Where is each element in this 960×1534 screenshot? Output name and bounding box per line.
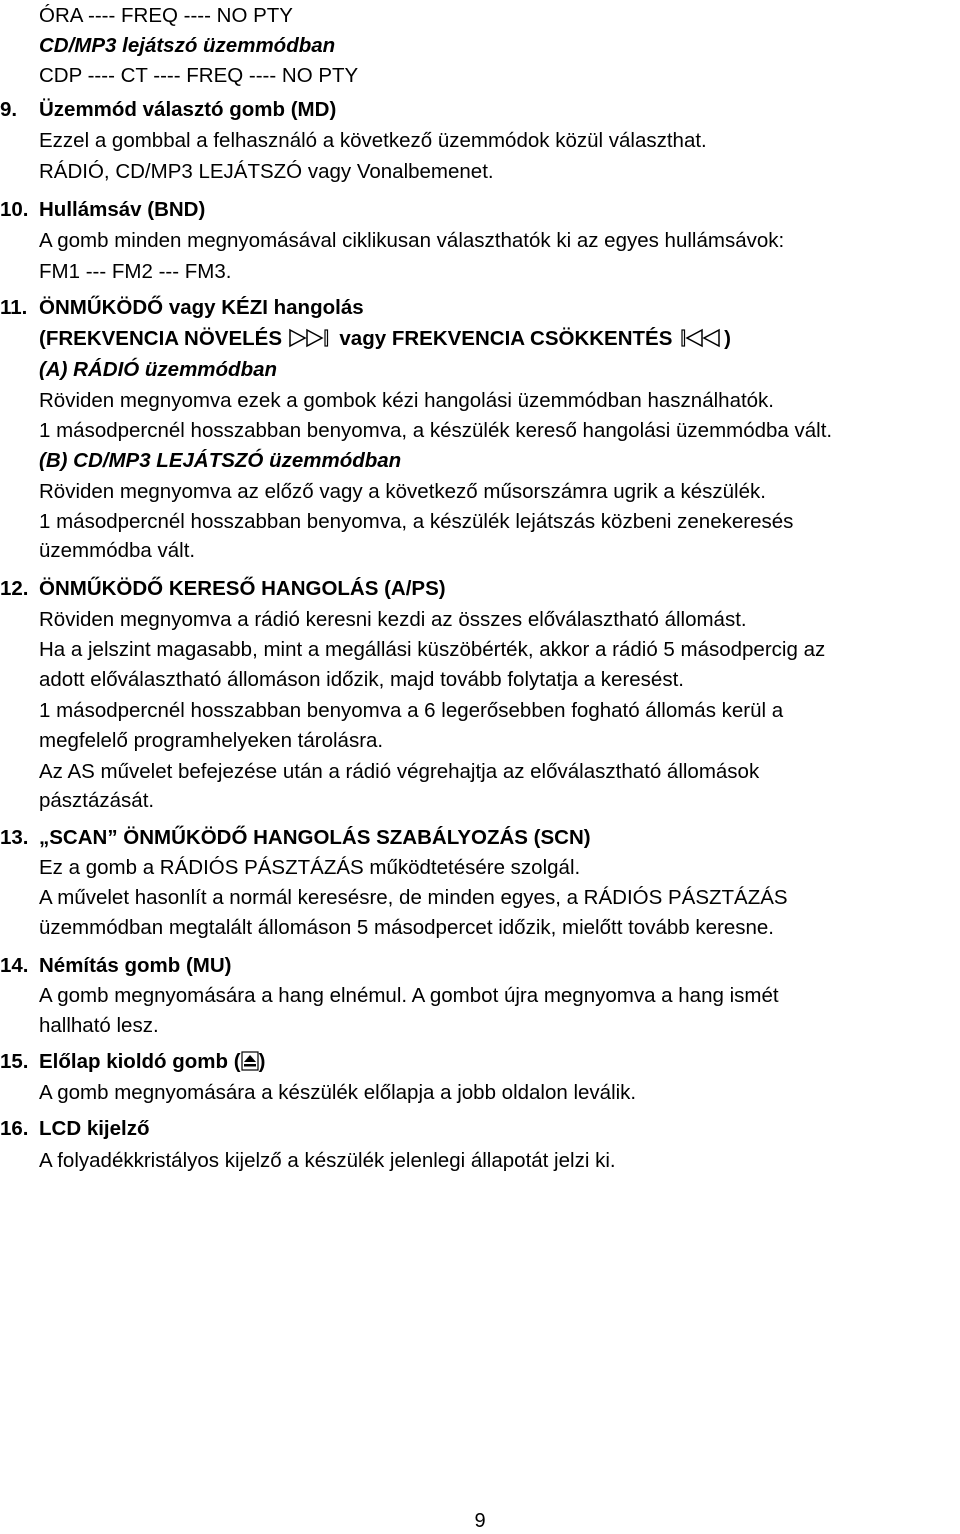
section-11-a-heading: (A) RÁDIÓ üzemmódban xyxy=(39,358,278,381)
section-15-line-1: A gomb megnyomására a készülék előlapja a jobb oldalon leválik. xyxy=(39,1081,637,1104)
section-10-line-2: FM1 --- FM2 --- FM3. xyxy=(39,260,232,283)
section-13-heading xyxy=(0,825,591,851)
section-16-heading xyxy=(0,1116,150,1142)
section-11-subtitle-c: ) xyxy=(724,327,731,350)
section-12-line-7: pásztázását. xyxy=(39,789,155,812)
section-10-line-1: A gomb minden megnyomásával ciklikusan választhatók ki az egyes hullámsávok: xyxy=(39,229,785,252)
section-14-heading xyxy=(0,953,232,979)
section-14-number: 14. xyxy=(0,954,29,977)
section-15-title-b: ) xyxy=(258,1050,266,1073)
section-11-b-heading: (B) CD/MP3 LEJÁTSZÓ üzemmódban xyxy=(39,449,402,472)
section-11-heading xyxy=(0,295,364,321)
section-13-line-3: üzemmódban megtalált állomáson 5 másodpercet időzik, mielőtt tovább keresne. xyxy=(39,916,774,939)
section-9-number: 9. xyxy=(0,98,18,121)
page-number: 9 xyxy=(474,1510,486,1532)
section-11-a-line-1: Röviden megnyomva ezek a gombok kézi hangolási üzemmódban használhatók. xyxy=(39,389,775,412)
eject-icon xyxy=(241,1051,259,1078)
section-11-b-line-3: üzemmódba vált. xyxy=(39,539,196,562)
section-11-b-line-2: 1 másodpercnél hosszabban benyomva, a készülék lejátszás közbeni zenekeresés xyxy=(39,510,794,533)
section-9-line-2: RÁDIÓ, CD/MP3 LEJÁTSZÓ vagy Vonalbemenet. xyxy=(39,160,494,183)
section-10-title: Hullámsáv (BND) xyxy=(39,198,206,221)
section-16-line-1: A folyadékkristályos kijelző a készülék jelenlegi állapotát jelzi ki. xyxy=(39,1149,616,1172)
mode-heading-cd: CD/MP3 lejátszó üzemmódban xyxy=(39,34,336,57)
section-12-title: ÖNMŰKÖDŐ KERESŐ HANGOLÁS (A/PS) xyxy=(39,577,446,600)
section-14-line-2: hallható lesz. xyxy=(39,1014,159,1037)
section-15-title-a: Előlap kioldó gomb ( xyxy=(39,1050,241,1073)
skip-back-icon xyxy=(678,328,724,355)
section-12-line-1: Röviden megnyomva a rádió keresni kezdi az összes előválasztható állomást. xyxy=(39,608,747,631)
section-11-title: ÖNMŰKÖDŐ vagy KÉZI hangolás xyxy=(39,296,364,319)
section-11-subtitle-b: vagy FREKVENCIA CSÖKKENTÉS xyxy=(339,327,673,350)
section-12-line-2: Ha a jelszint magasabb, mint a megállási küszöbérték, akkor a rádió 5 másodpercig az xyxy=(39,638,826,661)
section-14-line-1: A gomb megnyomására a hang elnémul. A gombot újra megnyomva a hang ismét xyxy=(39,984,779,1007)
section-12-heading xyxy=(0,576,446,602)
section-12-line-4: 1 másodpercnél hosszabban benyomva a 6 legerősebben fogható állomás kerül a xyxy=(39,699,784,722)
section-10-number: 10. xyxy=(0,198,29,221)
section-9-line-1: Ezzel a gombbal a felhasználó a következő üzemmódok közül választhat. xyxy=(39,129,707,152)
section-11-number: 11. xyxy=(0,296,28,319)
mode-line-cd: CDP ---- CT ---- FREQ ---- NO PTY xyxy=(39,64,359,87)
section-9-title: Üzemmód választó gomb (MD) xyxy=(39,98,337,121)
section-15-number: 15. xyxy=(0,1050,29,1073)
section-13-line-2: A művelet hasonlít a normál keresésre, de minden egyes, a RÁDIÓS PÁSZTÁZÁS xyxy=(39,886,788,909)
section-13-number: 13. xyxy=(0,826,29,849)
section-16-number: 16. xyxy=(0,1117,29,1140)
section-12-line-6: Az AS művelet befejezése után a rádió végrehajtja az előválasztható állomások xyxy=(39,760,760,783)
section-13-line-1: Ez a gomb a RÁDIÓS PÁSZTÁZÁS működtetésére szolgál. xyxy=(39,856,581,879)
section-11-a-line-2: 1 másodpercnél hosszabban benyomva, a készülék kereső hangolási üzemmódba vált. xyxy=(39,419,833,442)
section-10-heading xyxy=(0,197,206,223)
section-11-b-line-1: Röviden megnyomva az előző vagy a következő műsorszámra ugrik a készülék. xyxy=(39,480,766,503)
section-12-number: 12. xyxy=(0,577,29,600)
mode-line-radio: ÓRA ---- FREQ ---- NO PTY xyxy=(39,4,293,27)
skip-forward-icon xyxy=(288,328,334,355)
section-16-title: LCD kijelző xyxy=(39,1117,150,1140)
section-12-line-3: adott előválasztható állomáson időzik, majd tovább folytatja a keresést. xyxy=(39,668,684,691)
section-15-heading xyxy=(0,1049,266,1078)
section-9-heading xyxy=(0,97,337,123)
section-11-subtitle-a: (FREKVENCIA NÖVELÉS xyxy=(39,327,282,350)
section-11-subtitle xyxy=(39,326,731,355)
section-14-title: Némítás gomb (MU) xyxy=(39,954,232,977)
section-12-line-5: megfelelő programhelyeken tárolásra. xyxy=(39,729,384,752)
section-13-title: „SCAN” ÖNMŰKÖDŐ HANGOLÁS SZABÁLYOZÁS (SCN) xyxy=(39,826,591,849)
